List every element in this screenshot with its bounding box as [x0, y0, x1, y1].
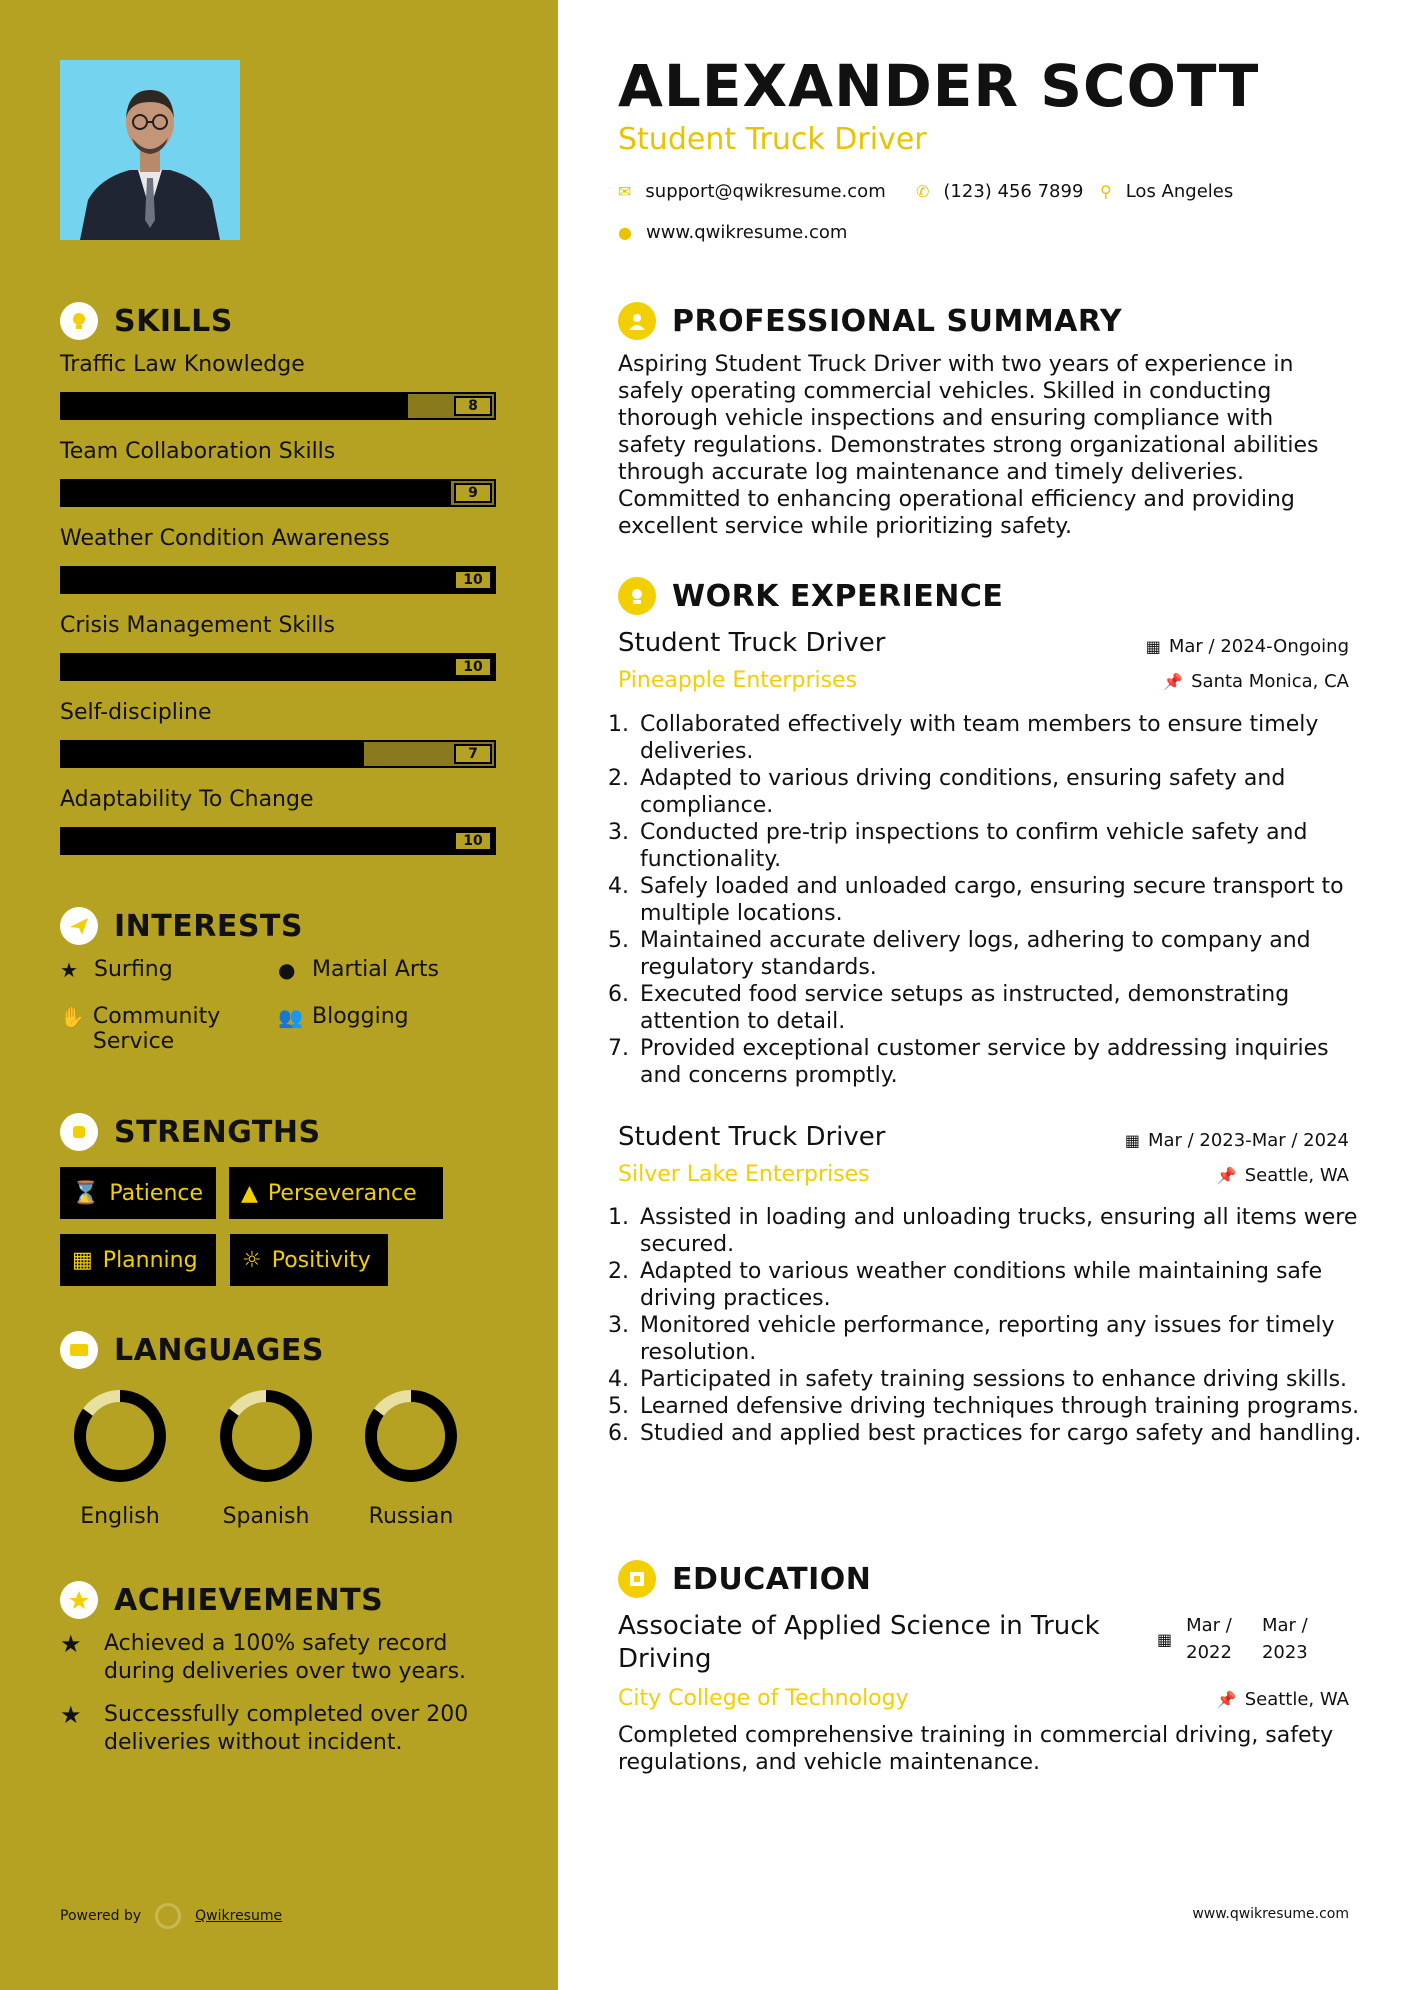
duty-item: 1. Assisted in loading and unloading trucks, ensuring all items were secured.	[636, 1204, 1376, 1258]
contact-website	[618, 222, 847, 243]
education-dates	[1157, 1612, 1308, 1666]
strength-badge	[60, 1234, 216, 1286]
briefcase-icon	[618, 577, 656, 615]
skill-label: Team Collaboration Skills	[60, 439, 336, 464]
map-pin-icon: ⚲	[1100, 182, 1112, 201]
job-dates	[1125, 1130, 1349, 1151]
skill-level: 8	[454, 396, 492, 416]
globe-icon: ●	[278, 958, 296, 982]
bulb-icon	[60, 302, 98, 340]
contact-phone	[916, 181, 1083, 202]
skill-label: Weather Condition Awareness	[60, 526, 390, 551]
summary-text: Aspiring Student Truck Driver with two years of experience in safely operating commercial vehicles. Skilled in conducting thorough vehicle inspections and ensuring compliance with safety regulations. Demonstrates strong organizational abilities through accurate log maintenance and timely deliveries. Committed to enhancing operational efficiency and providing excellent service while prioritizing safety.	[618, 352, 1319, 539]
job-location	[1217, 1165, 1349, 1186]
interests-title: INTERESTS	[114, 908, 303, 944]
edu-end-month: Mar /	[1261, 1615, 1308, 1636]
skill-fill	[62, 829, 494, 853]
phone-icon: ✆	[916, 182, 930, 201]
trophy-icon	[60, 1581, 98, 1619]
skill-fill	[62, 742, 364, 766]
skill-fill	[62, 568, 494, 592]
education-header	[618, 1560, 871, 1598]
language-item	[60, 1386, 180, 1529]
skill-bar	[60, 566, 496, 594]
calendar-icon: ▦	[1145, 637, 1161, 656]
interest-label: Surfing	[94, 957, 173, 982]
duty-item: 2. Adapted to various driving conditions, ensuring safety and compliance.	[636, 765, 1376, 819]
duty-item: 1. Collaborated effectively with team members to ensure timely deliveries.	[636, 711, 1376, 765]
strength-badge	[60, 1167, 216, 1219]
achievement-text: Successfully completed over 200 deliveries without incident.	[104, 1702, 469, 1755]
interest-label: Blogging	[312, 1004, 409, 1029]
duty-item: 4. Safely loaded and unloaded cargo, ensuring secure transport to multiple locations.	[636, 873, 1376, 927]
strength-label: Patience	[109, 1180, 204, 1206]
edu-end-year: 2023	[1261, 1642, 1308, 1663]
skill-level: 9	[454, 483, 492, 503]
edu-start-month: Mar /	[1186, 1615, 1232, 1636]
strength-label: Positivity	[271, 1247, 371, 1273]
fist-icon	[60, 1113, 98, 1151]
sun-icon: ☼	[242, 1247, 262, 1273]
candidate-name: ALEXANDER SCOTT	[618, 52, 1260, 120]
duty-item: 4. Participated in safety training sessions to enhance driving skills.	[636, 1366, 1376, 1393]
languages-header	[60, 1331, 324, 1369]
contact-email	[618, 181, 886, 202]
education-location	[1217, 1689, 1349, 1710]
interest-label: Martial Arts	[312, 957, 440, 982]
language-label: Russian	[368, 1504, 454, 1529]
powered-by-label: Powered by	[60, 1908, 142, 1924]
skill-bar	[60, 740, 496, 768]
skills-title: SKILLS	[114, 303, 233, 339]
users-icon: 👥	[278, 1005, 303, 1029]
globe-icon: ●	[618, 223, 632, 242]
pin-icon: 📌	[1216, 1166, 1237, 1185]
language-ring	[216, 1386, 316, 1486]
calendar-icon: ▦	[72, 1247, 93, 1273]
language-label: Spanish	[222, 1504, 310, 1529]
skills-header	[60, 302, 233, 340]
star-icon: ★	[60, 958, 78, 982]
languages-title: LANGUAGES	[114, 1332, 324, 1368]
job-title: Student Truck Driver	[618, 628, 886, 658]
website-text[interactable]: www.qwikresume.com	[645, 222, 848, 243]
id-card-icon	[60, 1331, 98, 1369]
interest-item	[278, 957, 439, 983]
skill-fill	[62, 655, 494, 679]
achievement-item	[60, 1630, 500, 1686]
job-location	[1163, 671, 1349, 692]
skill-label: Traffic Law Knowledge	[60, 352, 305, 377]
language-label: English	[80, 1504, 160, 1529]
strengths-title: STRENGTHS	[114, 1114, 321, 1150]
duty-item: 5. Learned defensive driving techniques through training programs.	[636, 1393, 1376, 1420]
powered-by	[60, 1903, 282, 1929]
interest-item	[278, 1004, 409, 1030]
skill-bar	[60, 392, 496, 420]
skill-label: Crisis Management Skills	[60, 613, 335, 638]
company-name: Silver Lake Enterprises	[618, 1162, 870, 1187]
job-location-text: Santa Monica, CA	[1191, 671, 1349, 692]
skill-fill	[62, 481, 451, 505]
language-ring	[70, 1386, 170, 1486]
profile-photo	[60, 60, 240, 240]
location-text: Los Angeles	[1125, 181, 1234, 202]
summary-title: PROFESSIONAL SUMMARY	[672, 303, 1123, 339]
footer-website[interactable]: www.qwikresume.com	[1192, 1906, 1349, 1922]
job-location-text: Seattle, WA	[1244, 1165, 1349, 1186]
skill-level: 7	[454, 744, 492, 764]
achievements-title: ACHIEVEMENTS	[114, 1582, 384, 1618]
brand-link[interactable]: Qwikresume	[195, 1908, 283, 1924]
calendar-icon: ▦	[1124, 1131, 1140, 1150]
achievement-text: Achieved a 100% safety record during deliveries over two years.	[104, 1631, 467, 1684]
strengths-header	[60, 1113, 321, 1151]
experience-title: WORK EXPERIENCE	[672, 578, 1004, 614]
road-icon: ▲	[241, 1180, 258, 1206]
contact-location	[1100, 181, 1233, 202]
paper-plane-icon	[60, 907, 98, 945]
job-dates	[1146, 636, 1349, 657]
job-title: Student Truck Driver	[618, 1122, 886, 1152]
skill-level: 10	[454, 657, 492, 677]
skill-fill	[62, 394, 408, 418]
duty-item: 2. Adapted to various weather conditions while maintaining safe driving practices.	[636, 1258, 1376, 1312]
education-location-text: Seattle, WA	[1244, 1689, 1349, 1710]
user-icon	[618, 302, 656, 340]
degree-title: Associate of Applied Science in Truck Driving	[618, 1611, 1100, 1674]
interest-item	[60, 1004, 270, 1054]
email-text[interactable]: support@qwikresume.com	[645, 181, 886, 202]
duty-item: 6. Studied and applied best practices for cargo safety and handling.	[636, 1420, 1376, 1447]
star-icon: ★	[60, 1630, 82, 1658]
skill-level: 10	[454, 570, 492, 590]
school-name: City College of Technology	[618, 1686, 909, 1711]
pin-icon: 📌	[1216, 1690, 1237, 1709]
skill-bar	[60, 653, 496, 681]
interest-item	[60, 957, 173, 983]
mail-icon: ✉	[618, 182, 632, 201]
star-icon: ★	[60, 1701, 82, 1729]
duty-item: 3. Monitored vehicle performance, reporting any issues for timely resolution.	[636, 1312, 1376, 1366]
interests-header	[60, 907, 303, 945]
phone-text: (123) 456 7899	[943, 181, 1084, 202]
skill-label: Self-discipline	[60, 700, 212, 725]
duty-item: 3. Conducted pre-trip inspections to confirm vehicle safety and functionality.	[636, 819, 1376, 873]
interest-label: Community Service	[92, 1004, 221, 1054]
achievements-header	[60, 1581, 383, 1619]
strength-label: Perseverance	[267, 1180, 417, 1206]
summary-header	[618, 302, 1122, 340]
job-duties	[618, 1204, 1376, 1447]
qwikresume-logo-icon	[155, 1903, 181, 1929]
strength-badge	[230, 1234, 388, 1286]
education-title: EDUCATION	[672, 1561, 872, 1597]
company-name: Pineapple Enterprises	[618, 668, 858, 693]
pin-icon: 📌	[1163, 672, 1184, 691]
language-item	[206, 1386, 326, 1529]
calendar-icon: ▦	[1157, 1630, 1173, 1649]
job-duties	[618, 711, 1376, 1089]
candidate-role: Student Truck Driver	[618, 122, 927, 157]
graduation-icon	[618, 1560, 656, 1598]
edu-start-year: 2022	[1186, 1642, 1232, 1663]
duty-item: 5. Maintained accurate delivery logs, adhering to company and regulatory standards.	[636, 927, 1376, 981]
language-ring	[361, 1386, 461, 1486]
job-dates-text: Mar / 2024-Ongoing	[1168, 636, 1349, 657]
education-description: Completed comprehensive training in commercial driving, safety regulations, and vehicle maintenance.	[618, 1723, 1334, 1775]
skill-label: Adaptability To Change	[60, 787, 314, 812]
duty-item: 7. Provided exceptional customer service by addressing inquiries and concerns promptly.	[636, 1035, 1376, 1089]
strength-badge	[229, 1167, 443, 1219]
hourglass-icon: ⌛	[72, 1180, 100, 1206]
language-item	[351, 1386, 471, 1529]
experience-header	[618, 577, 1003, 615]
duty-item: 6. Executed food service setups as instructed, demonstrating attention to detail.	[636, 981, 1376, 1035]
skill-level: 10	[454, 831, 492, 851]
hand-icon: ✋	[60, 1005, 85, 1029]
sidebar	[0, 0, 558, 1990]
skill-bar	[60, 827, 496, 855]
achievement-item	[60, 1701, 500, 1757]
skill-bar	[60, 479, 496, 507]
job-dates-text: Mar / 2023-Mar / 2024	[1147, 1130, 1349, 1151]
strength-label: Planning	[102, 1247, 198, 1273]
